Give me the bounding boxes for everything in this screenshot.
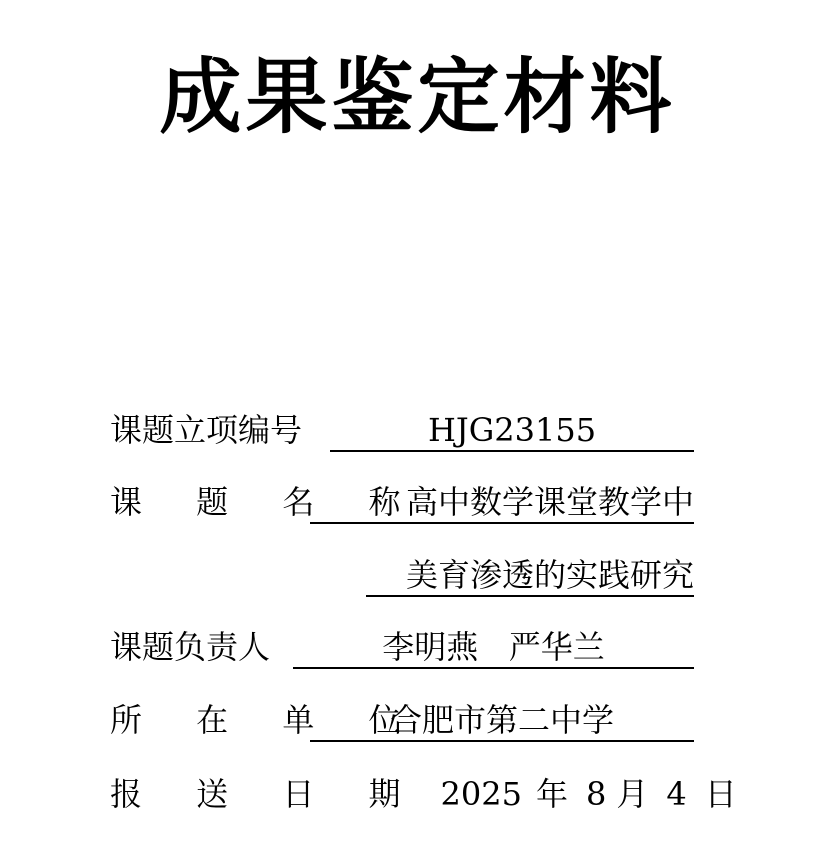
report-date-day-unit: 日: [704, 775, 737, 813]
project-leader-value: 李明燕 严华兰: [382, 628, 605, 666]
report-date-month-unit: 月: [616, 775, 649, 813]
project-leader-label: 课题负责人: [110, 628, 271, 666]
report-date-month: 8: [585, 775, 607, 813]
project-leader-field: [293, 627, 694, 669]
unit-field: [310, 700, 694, 742]
project-number-row: [110, 410, 695, 450]
unit-label: 所 在 单 位: [110, 701, 423, 739]
project-name-row-2: [110, 555, 695, 595]
project-name-field-line1: [310, 482, 694, 524]
report-date-row: [110, 772, 737, 816]
project-number-value: HJG23155: [427, 411, 597, 449]
project-leader-row: [110, 627, 695, 667]
project-name-field-line2: [366, 555, 694, 597]
unit-value: 合肥市第二中学: [389, 701, 614, 739]
project-number-field: [330, 410, 694, 452]
project-name-value-line1: 高中数学课堂教学中: [405, 483, 694, 521]
document-title: 成果鉴定材料: [159, 50, 676, 145]
unit-row: [110, 700, 695, 740]
report-date-year: 2025: [440, 775, 522, 813]
report-date-day: 4: [666, 775, 687, 813]
report-date-label: 报 送 日 期: [110, 775, 423, 813]
project-number-label: 课题立项编号: [110, 411, 303, 449]
project-name-label: 课 题 名 称: [110, 483, 423, 521]
report-date-year-unit: 年: [535, 775, 568, 813]
project-name-row: [110, 482, 695, 522]
project-name-value-line2: 美育渗透的实践研究: [405, 556, 694, 594]
